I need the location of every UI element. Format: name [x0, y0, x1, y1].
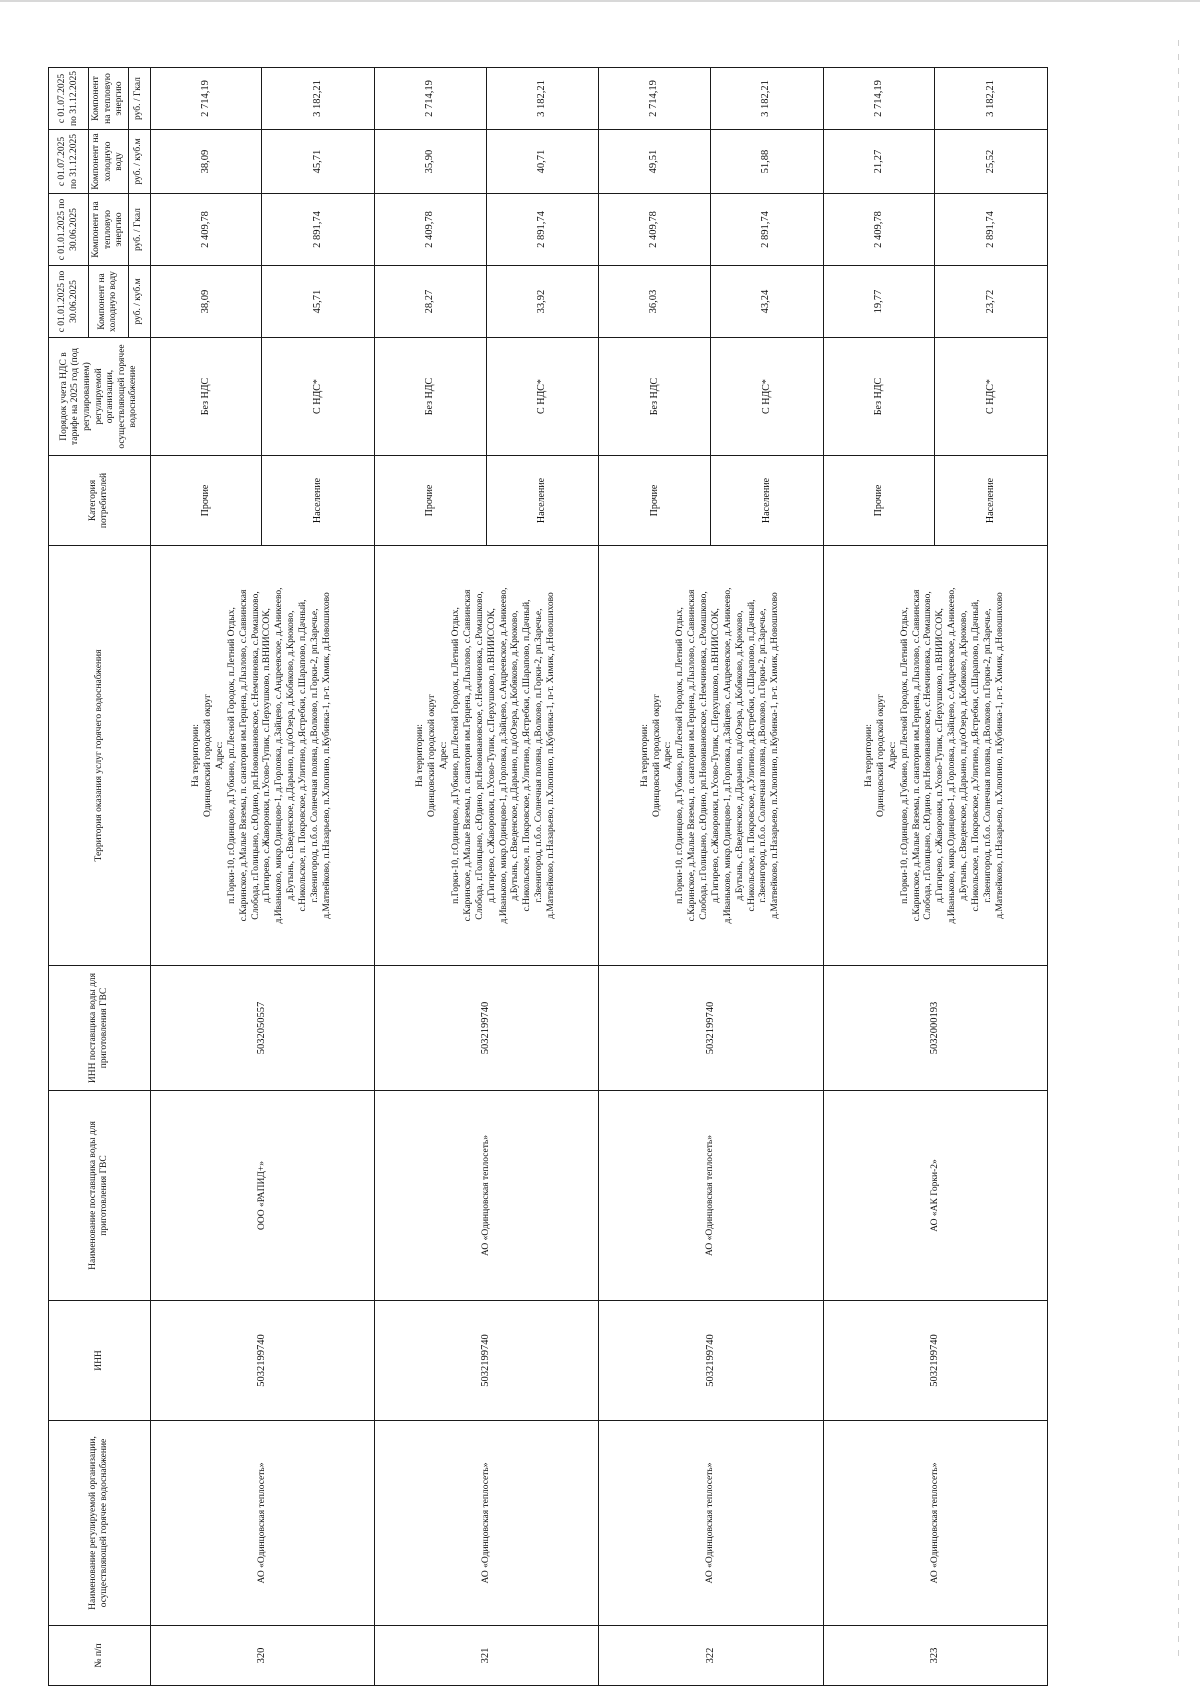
- heat-component-h2: 3 182,21: [262, 68, 375, 130]
- water-component-h1: 28,27: [375, 266, 487, 338]
- row-number: 320: [150, 1626, 374, 1686]
- category: Прочие: [823, 456, 935, 546]
- territory-line: д.Бутынь, с.Введенское, д.Дарьино, п.д/оОзера, д.Кобяково, д.Крюково,: [510, 610, 521, 901]
- water-component-h1: 43,24: [710, 266, 823, 338]
- org-name: АО «Одинцовская теплосеть»: [599, 1421, 823, 1626]
- territory-line: д.Бутынь, с.Введенское, д.Дарьино, п.д/оОзера, д.Кобяково, д.Крюково,: [286, 610, 297, 901]
- supplier-name: АО «АК Горки-2»: [823, 1091, 1047, 1301]
- territory-line: с.Каринское, д.Малые Вяземы, п. санатория им.Герцена, д.Лызлово, с.Саввинская: [911, 589, 922, 922]
- territory-line: г.Звенигород, п.б.о. Солнечная поляна, д.Волково, п.Горки-2, рп.Заречье,: [534, 608, 545, 903]
- territory-line: Слобода, г.Голицыно, с.Юдино, рп.Новоивановское, с.Немчиновка, с.Ромашково,: [699, 591, 710, 920]
- table-row: [599, 68, 711, 1686]
- supplier-inn: 5032199740: [375, 966, 599, 1091]
- water-component-h2: 49,51: [599, 130, 711, 194]
- org-inn: 5032199740: [375, 1301, 599, 1421]
- vat-order: Без НДС: [375, 338, 487, 456]
- heat-component-h1: 2 409,78: [375, 194, 487, 266]
- water-component-h2: 25,52: [935, 130, 1048, 194]
- header-supplier-inn: ИНН поставщика воды для приготовления ГВС: [49, 966, 151, 1091]
- heat-component-h2: 2 714,19: [599, 68, 711, 130]
- territory-cell: [599, 546, 823, 966]
- table-row: [823, 68, 935, 1686]
- category: Население: [486, 456, 599, 546]
- water-component-h2: 45,71: [262, 130, 375, 194]
- heat-component-h1: 2 409,78: [150, 194, 262, 266]
- territory-line: с.Никольское, п. Покровское, д.Улитино, д.Ястребки, с.Шарапово, п.Дачный,: [522, 599, 533, 912]
- heat-component-h1: 2 891,74: [710, 194, 823, 266]
- header-inn: ИНН: [49, 1301, 151, 1421]
- territory-line: Слобода, г.Голицыно, с.Юдино, рп.Новоивановское, с.Немчиновка, с.Ромашково,: [250, 591, 261, 920]
- heat-component-h1: 2 891,74: [486, 194, 599, 266]
- scan-edge-top: [0, 0, 1200, 2]
- water-component-h1: 19,77: [823, 266, 935, 338]
- territory-line: На территории:: [864, 724, 875, 787]
- category: Прочие: [599, 456, 711, 546]
- territory-line: д.Иваньково, микр.Одинцово-1, д.Горловка, д.Зайцево, с.Андреевское, д.Аникеево,: [498, 587, 509, 924]
- territory-line: д.Гигирево, с.Жаворонки, п.Усово-Тупик, с.Перхушково, п.ВНИИССОК,: [935, 608, 946, 903]
- territory-line: Адрес:: [439, 741, 450, 770]
- territory-line: д.Матвейково, п.Назарьево, п.Хлюпино, п.Кубинка-1, п-т. Химик, д.Новошихово: [770, 592, 781, 919]
- org-name: АО «Одинцовская теплосеть»: [823, 1421, 1047, 1626]
- territory-line: Одинцовский городской округ: [427, 693, 438, 818]
- header-org: Наименование регулируемой организации, осуществляющей горячее водоснабжение: [49, 1421, 151, 1626]
- header-territory: Территория оказания услуг горячего водоснабжения: [49, 546, 151, 966]
- table-row: [150, 68, 262, 1686]
- header-p1-water-period: с 01.01.2025 по 30.06.2025: [49, 266, 89, 338]
- water-component-h1: 33,92: [486, 266, 599, 338]
- supplier-name: АО «Одинцовская теплосеть»: [599, 1091, 823, 1301]
- territory-line: с.Никольское, п. Покровское, д.Улитино, д.Ястребки, с.Шарапово, п.Дачный,: [970, 599, 981, 912]
- category: Прочие: [375, 456, 487, 546]
- territory-line: На территории:: [415, 724, 426, 787]
- territory-line: г.Звенигород, п.б.о. Солнечная поляна, д.Волково, п.Горки-2, рп.Заречье,: [309, 608, 320, 903]
- heat-component-h2: 2 714,19: [375, 68, 487, 130]
- header-unit-water-1: руб. / куб.м: [128, 266, 150, 338]
- scan-edge-right: [1178, 40, 1179, 1660]
- category: Прочие: [150, 456, 262, 546]
- category: Население: [710, 456, 823, 546]
- vat-order: Без НДС: [150, 338, 262, 456]
- supplier-inn: 5032050557: [150, 966, 374, 1091]
- heat-component-h2: 3 182,21: [710, 68, 823, 130]
- header-comp-water-1: Компонент на холодную воду: [89, 266, 129, 338]
- category: Население: [935, 456, 1048, 546]
- territory-cell: [375, 546, 599, 966]
- vat-order: Без НДС: [823, 338, 935, 456]
- supplier-inn: 5032199740: [599, 966, 823, 1091]
- header-vat: Порядок учета НДС в тарифе на 2025 год (под регулированием) регулируемой организации, осуществляющей горячее водоснабжение: [49, 338, 151, 456]
- header-category: Категория потребителей: [49, 456, 151, 546]
- heat-component-h1: 2 409,78: [599, 194, 711, 266]
- vat-order: С НДС*: [710, 338, 823, 456]
- vat-order: Без НДС: [599, 338, 711, 456]
- water-component-h1: 23,72: [935, 266, 1048, 338]
- territory-line: д.Бутынь, с.Введенское, д.Дарьино, п.д/оОзера, д.Кобяково, д.Крюково,: [734, 610, 745, 901]
- header-comp-water-2: Компонент на холодную воду: [89, 130, 129, 194]
- territory-line: Адрес:: [663, 741, 674, 770]
- territory-line: п.Горки-10, г.Одинцово, д.Губкино, рп.Лесной Городок, п.Летний Отдых,: [226, 607, 237, 904]
- territory-line: д.Матвейково, п.Назарьево, п.Хлюпино, п.Кубинка-1, п-т. Химик, д.Новошихово: [546, 592, 557, 919]
- row-number: 322: [599, 1626, 823, 1686]
- org-name: АО «Одинцовская теплосеть»: [150, 1421, 374, 1626]
- territory-line: с.Никольское, п. Покровское, д.Улитино, д.Ястребки, с.Шарапово, п.Дачный,: [298, 599, 308, 912]
- tariff-table: [48, 67, 1048, 1686]
- water-component-h2: 40,71: [486, 130, 599, 194]
- territory-line: Адрес:: [214, 741, 225, 770]
- heat-component-h1: 2 891,74: [262, 194, 375, 266]
- territory-cell: [150, 546, 374, 966]
- header-unit-heat-1: руб. / Гкал: [128, 194, 150, 266]
- territory-line: д.Бутынь, с.Введенское, д.Дарьино, п.д/оОзера, д.Кобяково, д.Крюково,: [959, 610, 970, 901]
- supplier-name: АО «Одинцовская теплосеть»: [375, 1091, 599, 1301]
- territory-line: п.Горки-10, г.Одинцово, д.Губкино, рп.Лесной Городок, п.Летний Отдых,: [675, 607, 686, 904]
- supplier-inn: 5032000193: [823, 966, 1047, 1091]
- water-component-h1: 36,03: [599, 266, 711, 338]
- heat-component-h1: 2 891,74: [935, 194, 1048, 266]
- territory-line: Адрес:: [887, 741, 898, 770]
- heat-component-h1: 2 409,78: [823, 194, 935, 266]
- territory-line: На территории:: [191, 724, 202, 787]
- territory-line: д.Иваньково, микр.Одинцово-1, д.Горловка, д.Зайцево, с.Андреевское, д.Аникеево,: [722, 587, 733, 924]
- territory-line: д.Иваньково, микр.Одинцово-1, д.Горловка, д.Зайцево, с.Андреевское, д.Аникеево,: [274, 587, 285, 924]
- water-component-h2: 21,27: [823, 130, 935, 194]
- territory-line: Слобода, г.Голицыно, с.Юдино, рп.Новоивановское, с.Немчиновка, с.Ромашково,: [923, 591, 934, 920]
- territory-line: п.Горки-10, г.Одинцово, д.Губкино, рп.Лесной Городок, п.Летний Отдых,: [899, 607, 910, 904]
- water-component-h1: 38,09: [150, 266, 262, 338]
- territory-line: На территории:: [639, 724, 650, 787]
- header-p2-heat-period: с 01.07.2025 по 31.12.2025: [49, 68, 89, 130]
- territory-line: Одинцовский городской округ: [651, 693, 662, 818]
- territory-line: д.Гигирево, с.Жаворонки, п.Усово-Тупик, с.Перхушково, п.ВНИИССОК,: [710, 608, 721, 903]
- territory-line: Одинцовский городской округ: [203, 693, 213, 818]
- rotated-page: [48, 68, 1048, 1686]
- territory-line: г.Звенигород, п.б.о. Солнечная поляна, д.Волково, п.Горки-2, рп.Заречье,: [982, 608, 993, 903]
- water-component-h2: 35,90: [375, 130, 487, 194]
- water-component-h1: 45,71: [262, 266, 375, 338]
- territory-line: д.Матвейково, п.Назарьево, п.Хлюпино, п.Кубинка-1, п-т. Химик, д.Новошихово: [994, 592, 1005, 919]
- heat-component-h2: 3 182,21: [935, 68, 1048, 130]
- territory-line: с.Каринское, д.Малые Вяземы, п. санатория им.Герцена, д.Лызлово, с.Саввинская: [462, 589, 473, 922]
- territory-line: д.Гигирево, с.Жаворонки, п.Усово-Тупик, с.Перхушково, п.ВНИИССОК,: [262, 608, 273, 903]
- org-inn: 5032199740: [150, 1301, 374, 1421]
- table-row: [375, 68, 487, 1686]
- header-no: № п/п: [49, 1626, 151, 1686]
- territory-line: с.Каринское, д.Малые Вяземы, п. санатория им.Герцена, д.Лызлово, с.Саввинская: [687, 589, 698, 922]
- territory-line: д.Матвейково, п.Назарьево, п.Хлюпино, п.Кубинка-1, п-т. Химик, д.Новошихово: [321, 592, 332, 919]
- territory-line: с.Никольское, п. Покровское, д.Улитино, д.Ястребки, с.Шарапово, п.Дачный,: [746, 599, 757, 912]
- heat-component-h2: 2 714,19: [150, 68, 262, 130]
- category: Население: [262, 456, 375, 546]
- supplier-name: ООО «РАПИД+»: [150, 1091, 374, 1301]
- territory-line: г.Звенигород, п.б.о. Солнечная поляна, д.Волково, п.Горки-2, рп.Заречье,: [758, 608, 769, 903]
- header-comp-heat-1: Компонент на тепловую энергию: [89, 194, 129, 266]
- row-number: 321: [375, 1626, 599, 1686]
- territory-line: д.Иваньково, микр.Одинцово-1, д.Горловка, д.Зайцево, с.Андреевское, д.Аникеево,: [947, 587, 958, 924]
- header-comp-heat-2: Компонент на тепловую энергию: [89, 68, 129, 130]
- vat-order: С НДС*: [486, 338, 599, 456]
- header-unit-heat-2: руб. / Гкал: [128, 68, 150, 130]
- org-inn: 5032199740: [823, 1301, 1047, 1421]
- territory-line: д.Гигирево, с.Жаворонки, п.Усово-Тупик, с.Перхушково, п.ВНИИССОК,: [486, 608, 497, 903]
- org-name: АО «Одинцовская теплосеть»: [375, 1421, 599, 1626]
- water-component-h2: 51,88: [710, 130, 823, 194]
- heat-component-h2: 2 714,19: [823, 68, 935, 130]
- header-p2-water-period: с 01.07.2025 по 31.12.2025: [49, 130, 89, 194]
- header-supplier: Наименование поставщика воды для приготовления ГВС: [49, 1091, 151, 1301]
- vat-order: С НДС*: [262, 338, 375, 456]
- row-number: 323: [823, 1626, 1047, 1686]
- org-inn: 5032199740: [599, 1301, 823, 1421]
- heat-component-h2: 3 182,21: [486, 68, 599, 130]
- vat-order: С НДС*: [935, 338, 1048, 456]
- territory-line: п.Горки-10, г.Одинцово, д.Губкино, рп.Лесной Городок, п.Летний Отдых,: [451, 607, 462, 904]
- water-component-h2: 38,09: [150, 130, 262, 194]
- territory-line: Одинцовский городской округ: [875, 693, 886, 818]
- territory-line: Слобода, г.Голицыно, с.Юдино, рп.Новоивановское, с.Немчиновка, с.Ромашково,: [474, 591, 485, 920]
- territory-line: с.Каринское, д.Малые Вяземы, п. санатория им.Герцена, д.Лызлово, с.Саввинская: [238, 589, 249, 922]
- header-p1-heat-period: с 01.01.2025 по 30.06.2025: [49, 194, 89, 266]
- territory-cell: [823, 546, 1047, 966]
- header-row-1: [49, 68, 89, 1686]
- header-unit-water-2: руб. / куб.м: [128, 130, 150, 194]
